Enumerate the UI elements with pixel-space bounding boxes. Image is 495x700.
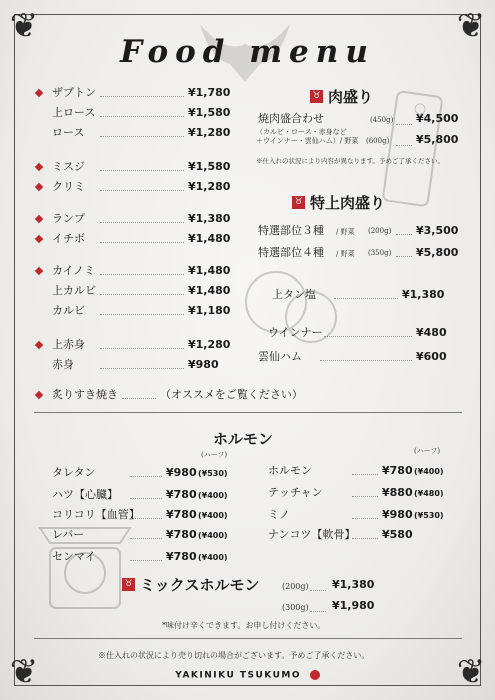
- extra-item-name: ウインナー: [268, 326, 323, 339]
- niku-mori-weight-1: (450g): [370, 116, 394, 124]
- tokujo-item-detail: / 野菜: [336, 228, 355, 236]
- niku-mori-detail: （カルビ・ロース・赤身など ＋ウインナー・雲仙ハム）/ 野菜: [256, 128, 359, 145]
- niku-mori-note: ※仕入れの状況により内容が異なります。予めご了承ください。: [256, 157, 444, 165]
- dot-leader: [130, 560, 162, 561]
- tokujo-item-price: ¥3,500: [416, 224, 459, 237]
- horumon-item-price: ¥780: [166, 528, 197, 541]
- dot-leader: [100, 190, 184, 191]
- horumon-item-half-price: (¥530): [414, 511, 444, 520]
- horumon-item-price: ¥780: [166, 550, 197, 563]
- horumon-item-price: ¥980: [382, 508, 413, 521]
- tokujo-item-weight: (200g): [368, 227, 392, 235]
- corner-ornament-icon: ❦: [9, 652, 39, 692]
- menu-item-price: ¥1,780: [188, 86, 231, 99]
- dot-leader: [100, 96, 184, 97]
- dot-leader: [310, 611, 326, 612]
- dot-leader: [100, 170, 184, 171]
- tokujo-item-detail: / 野菜: [336, 250, 355, 258]
- dot-leader: [352, 496, 378, 497]
- menu-item-name: 赤身: [52, 358, 74, 371]
- menu-item-price: ¥1,380: [188, 212, 231, 225]
- menu-item-price: ¥1,480: [188, 284, 231, 297]
- menu-item-name: カルビ: [52, 304, 85, 317]
- menu-item-price: ¥980: [188, 358, 219, 371]
- horumon-title: ホルモン: [213, 430, 274, 448]
- lemon-sketch-icon: [236, 262, 346, 352]
- horumon-item-half-price: (¥480): [414, 489, 444, 498]
- dot-leader: [100, 368, 184, 369]
- dot-leader: [100, 314, 184, 315]
- tokujo-item-name: 特選部位４種: [258, 246, 324, 259]
- tokujo-item-name: 特選部位３種: [258, 224, 324, 237]
- horumon-item-price: ¥980: [166, 466, 197, 479]
- mix-weight-1: (200g): [282, 582, 309, 591]
- dot-leader: [396, 234, 412, 235]
- dot-leader: [100, 136, 184, 137]
- section-divider: [34, 412, 462, 413]
- dot-leader: [100, 274, 184, 275]
- menu-item-price: ¥1,480: [188, 264, 231, 277]
- corner-ornament-icon: ❦: [456, 6, 486, 46]
- menu-item-name: クリミ: [52, 180, 85, 193]
- horumon-half-label-right: (ハーフ): [414, 447, 441, 455]
- menu-item-price: ¥1,180: [188, 304, 231, 317]
- dot-leader: [100, 348, 184, 349]
- menu-item-price: ¥1,280: [188, 338, 231, 351]
- menu-item-name: イチボ: [52, 232, 85, 245]
- dot-leader: [100, 116, 184, 117]
- page-title: Food menu: [120, 34, 375, 70]
- horumon-item-name: ホルモン: [268, 464, 312, 477]
- board-sketch-icon: [380, 84, 450, 214]
- menu-item-name: ミスジ: [52, 160, 85, 173]
- tokujo-item-price: ¥5,800: [416, 246, 459, 259]
- horumon-item-half-price: (¥400): [414, 467, 444, 476]
- footer-note: ※仕入れの状況により売り切れの場合がございます。予めご了承ください。: [98, 651, 370, 660]
- horumon-item-half-price: (¥400): [198, 531, 228, 540]
- horumon-item-name: ハツ【心臓】: [52, 488, 118, 501]
- extra-item-name: 上タン塩: [272, 288, 316, 301]
- menu-item-name: 上ロース: [52, 106, 96, 119]
- menu-item-price: ¥1,480: [188, 232, 231, 245]
- menu-item-name: カイノミ: [52, 264, 96, 277]
- dot-leader: [130, 538, 162, 539]
- niku-mori-price-2: ¥5,800: [416, 133, 459, 146]
- brand-label: YAKINIKU TSUKUMO: [175, 670, 302, 681]
- dot-leader: [130, 476, 162, 477]
- niku-mori-item-name: 焼肉盛合わせ: [258, 112, 324, 125]
- horumon-item-name: テッチャン: [268, 486, 323, 499]
- menu-item-price: ¥1,280: [188, 180, 231, 193]
- horumon-item-half-price: (¥400): [198, 491, 228, 500]
- mix-price-1: ¥1,380: [332, 578, 375, 591]
- menu-item-name: ロース: [52, 126, 85, 139]
- menu-item-name: ランプ: [52, 212, 85, 225]
- dot-leader: [100, 222, 184, 223]
- dot-leader: [352, 538, 378, 539]
- dot-leader: [100, 294, 184, 295]
- dot-leader: [352, 518, 378, 519]
- horumon-item-price: ¥880: [382, 486, 413, 499]
- dot-leader: [396, 256, 412, 257]
- niku-mori-weight-2: (600g): [366, 137, 390, 145]
- horumon-item-name: センマイ: [52, 550, 96, 563]
- horumon-item-price: ¥780: [166, 508, 197, 521]
- menu-item-price: ¥1,580: [188, 106, 231, 119]
- footer-divider: [34, 638, 462, 639]
- horumon-half-label-left: (ハーフ): [201, 451, 228, 459]
- horumon-item-price: ¥780: [382, 464, 413, 477]
- horumon-item-name: コリコリ【血管】: [52, 508, 140, 521]
- horumon-item-price: ¥580: [382, 528, 413, 541]
- niku-mori-price-1: ¥4,500: [416, 112, 459, 125]
- corner-ornament-icon: ❦: [456, 652, 486, 692]
- horumon-item-name: レバー: [52, 528, 85, 541]
- extra-item-price: ¥480: [416, 326, 447, 339]
- brand-name: [0, 670, 495, 681]
- dot-leader: [310, 590, 326, 591]
- menu-item-price: ¥1,580: [188, 160, 231, 173]
- horumon-item-price: ¥780: [166, 488, 197, 501]
- menu-item-name: ザブトン: [52, 86, 96, 99]
- dot-leader: [352, 474, 378, 475]
- horumon-item-half-price: (¥400): [198, 511, 228, 520]
- menu-item-price: ¥1,280: [188, 126, 231, 139]
- cow-icon: ♉: [310, 90, 323, 103]
- dot-leader: [122, 398, 156, 399]
- corner-ornament-icon: ❦: [9, 6, 39, 46]
- dot-leader: [320, 360, 412, 361]
- aburi-note: （オススメをご覧ください）: [160, 388, 303, 401]
- mix-title: ミックスホルモン: [140, 576, 260, 594]
- horumon-item-half-price: (¥400): [198, 553, 228, 562]
- horumon-item-name: ミノ: [268, 508, 290, 521]
- aburi-name: 炙りすき焼き: [52, 388, 118, 401]
- menu-item-name: 上カルビ: [52, 284, 96, 297]
- dot-leader: [130, 518, 162, 519]
- horumon-item-name: タレタン: [52, 466, 96, 479]
- extra-item-price: ¥1,380: [402, 288, 445, 301]
- mix-note: *味付け辛くできます。お申し付けください。: [162, 621, 326, 630]
- tokujo-title: 特上肉盛り: [310, 194, 386, 212]
- niku-mori-title: 肉盛り: [328, 88, 374, 106]
- cow-icon: ♉: [292, 196, 305, 209]
- extra-item-price: ¥600: [416, 350, 447, 363]
- menu-item-name: 上赤身: [52, 338, 85, 351]
- mix-price-2: ¥1,980: [332, 599, 375, 612]
- horumon-item-half-price: (¥530): [198, 469, 228, 478]
- tokujo-item-weight: (350g): [368, 249, 392, 257]
- dot-leader: [100, 242, 184, 243]
- brand-logo-icon: [310, 670, 320, 680]
- horumon-item-name: ナンコツ【軟骨】: [268, 528, 356, 541]
- cow-icon: ♉: [122, 578, 135, 591]
- mix-weight-2: (300g): [282, 603, 309, 612]
- dot-leader: [130, 498, 162, 499]
- extra-item-name: 雲仙ハム: [258, 350, 302, 363]
